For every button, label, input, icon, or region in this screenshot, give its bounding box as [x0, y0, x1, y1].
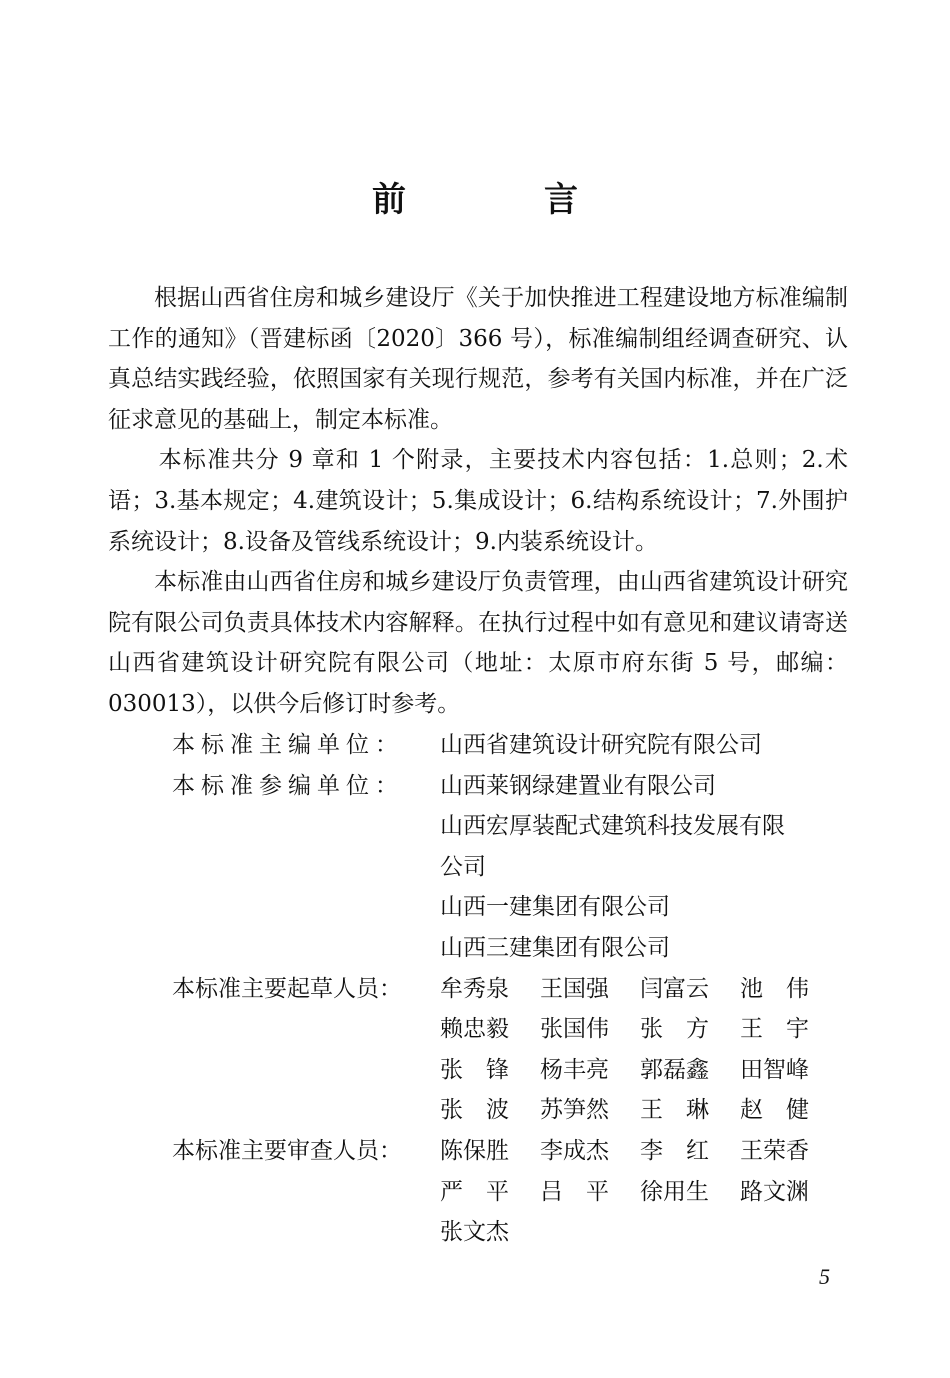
- reviewers-name-line: [440, 1131, 840, 1172]
- reviewer-name: 李 红: [640, 1137, 709, 1164]
- drafter-name: 牟秀泉: [440, 975, 509, 1002]
- participating-units-values: [440, 766, 840, 969]
- drafters-label: 本标准主要起草人员：: [172, 975, 402, 1002]
- participating-unit: 山西宏厚装配式建筑科技发展有限: [440, 813, 785, 840]
- drafters-name-line: [440, 969, 840, 1010]
- preface-paragraph: 根据山西省住房和城乡建设厅《关于加快推进工程建设地方标准编制工作的通知》（晋建标函〔2020〕366 号），标准编制组经调查研究、认真总结实践经验，依照国家有关现行规范，参考有关国内标准，并在广泛征求意见的基础上，制定本标准。: [108, 285, 848, 433]
- chief-unit-row: [172, 725, 840, 766]
- reviewer-name: 路文渊: [740, 1178, 809, 1205]
- page-number: 5: [819, 1264, 830, 1289]
- participating-unit: 山西一建集团有限公司: [440, 894, 670, 921]
- drafter-name: 赵 健: [740, 1097, 809, 1124]
- participating-unit: 山西三建集团有限公司: [440, 934, 670, 961]
- drafter-name: 王 琳: [640, 1097, 709, 1124]
- reviewer-name: 陈保胜: [440, 1137, 509, 1164]
- preface-paragraph: 本标准由山西省住房和城乡建设厅负责管理，由山西省建筑设计研究院有限公司负责具体技术内容解释。在执行过程中如有意见和建议请寄送山西省建筑设计研究院有限公司（地址：太原市府东街 5 号，邮编：030013），以供今后修订时参考。: [108, 569, 848, 717]
- drafter-name: 张 锋: [440, 1056, 509, 1083]
- drafters-name-line: [440, 1009, 840, 1050]
- drafter-name: 张国伟: [540, 1016, 609, 1043]
- drafter-name: 张 方: [640, 1016, 709, 1043]
- reviewers-label: 本标准主要审查人员：: [172, 1137, 402, 1164]
- drafter-name: 闫富云: [640, 975, 709, 1002]
- reviewers-name-line: [440, 1172, 840, 1213]
- reviewers-values: [440, 1131, 840, 1253]
- drafter-name: 苏笋然: [540, 1097, 609, 1124]
- chief-unit-values: [440, 725, 840, 766]
- participating-units-row: [172, 766, 840, 969]
- preface-body: [108, 278, 848, 725]
- drafters-values: [440, 969, 840, 1131]
- drafters-name-line: [440, 1050, 840, 1091]
- preface-paragraph: 本标准共分 9 章和 1 个附录，主要技术内容包括：1.总则；2.术语；3.基本规定；4.建筑设计；5.集成设计；6.结构系统设计；7.外围护系统设计；8.设备及管线系统设计；9.内装系统设计。: [108, 447, 848, 555]
- participating-unit: 山西莱钢绿建置业有限公司: [440, 772, 716, 799]
- credits-block: [172, 725, 840, 1253]
- drafters-row: [172, 969, 840, 1131]
- chief-unit-label: 本标准主编单位：: [172, 732, 404, 758]
- drafter-name: 王 宇: [740, 1016, 809, 1043]
- drafter-name: 池 伟: [740, 975, 809, 1002]
- drafter-name: 王国强: [540, 975, 609, 1002]
- chief-unit-name: 山西省建筑设计研究院有限公司: [440, 732, 762, 758]
- reviewer-name: 王荣香: [740, 1137, 809, 1164]
- drafter-name: 赖忠毅: [440, 1016, 509, 1043]
- reviewers-row: [172, 1131, 840, 1253]
- reviewer-name: 严 平: [440, 1178, 509, 1205]
- reviewer-name: 吕 平: [540, 1178, 609, 1205]
- reviewer-name: 张文杰: [440, 1219, 509, 1246]
- drafter-name: 杨丰亮: [540, 1056, 609, 1083]
- drafters-name-line: [440, 1090, 840, 1131]
- reviewers-name-line: [440, 1212, 840, 1253]
- drafter-name: 郭磊鑫: [640, 1056, 709, 1083]
- page-title: 前 言: [372, 180, 630, 220]
- drafter-name: 张 波: [440, 1097, 509, 1124]
- reviewer-name: 李成杰: [540, 1137, 609, 1164]
- participating-units-label: 本标准参编单位：: [172, 772, 404, 799]
- reviewer-name: 徐用生: [640, 1178, 709, 1205]
- drafter-name: 田智峰: [740, 1056, 809, 1083]
- participating-unit: 公司: [440, 853, 486, 880]
